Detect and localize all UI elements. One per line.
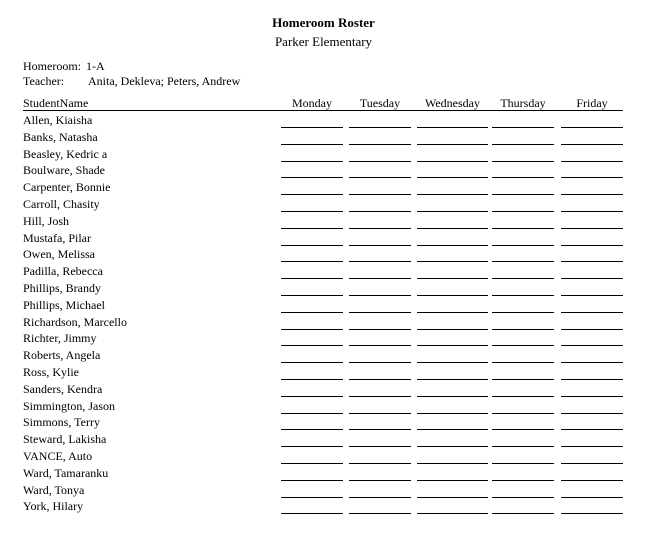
attendance-blank-wednesday[interactable] (417, 362, 488, 363)
student-name: Phillips, Michael (23, 297, 105, 312)
attendance-blank-friday[interactable] (561, 245, 623, 246)
attendance-blank-thursday[interactable] (492, 497, 554, 498)
attendance-blank-tuesday[interactable] (349, 228, 411, 229)
header-divider (23, 110, 623, 111)
attendance-blank-thursday[interactable] (492, 463, 554, 464)
attendance-blank-friday[interactable] (561, 480, 623, 481)
attendance-blank-friday[interactable] (561, 513, 623, 514)
attendance-blank-wednesday[interactable] (417, 463, 488, 464)
attendance-blank-monday[interactable] (281, 194, 343, 195)
attendance-blank-monday[interactable] (281, 362, 343, 363)
school-name: Parker Elementary (274, 34, 373, 49)
attendance-blank-thursday[interactable] (492, 379, 554, 380)
student-row (23, 113, 623, 130)
student-name: Banks, Natasha (23, 129, 98, 144)
attendance-blank-tuesday[interactable] (349, 396, 411, 397)
attendance-blank-tuesday[interactable] (349, 329, 411, 330)
attendance-blank-monday[interactable] (281, 413, 343, 414)
attendance-blank-thursday[interactable] (492, 211, 554, 212)
attendance-blank-friday[interactable] (561, 211, 623, 212)
attendance-blank-friday[interactable] (561, 194, 623, 195)
student-row (23, 147, 623, 164)
attendance-blank-monday[interactable] (281, 261, 343, 262)
attendance-blank-friday[interactable] (561, 362, 623, 363)
attendance-blank-tuesday[interactable] (349, 345, 411, 346)
attendance-blank-tuesday[interactable] (349, 127, 411, 128)
student-row (23, 382, 623, 399)
attendance-blank-wednesday[interactable] (417, 497, 488, 498)
attendance-blank-friday[interactable] (561, 329, 623, 330)
student-row (23, 432, 623, 449)
student-name: Roberts, Angela (23, 348, 101, 363)
attendance-blank-tuesday[interactable] (349, 295, 411, 296)
attendance-blank-tuesday[interactable] (349, 513, 411, 514)
attendance-blank-monday[interactable] (281, 312, 343, 313)
student-row (23, 466, 623, 483)
attendance-blank-friday[interactable] (561, 413, 623, 414)
attendance-blank-thursday[interactable] (492, 413, 554, 414)
attendance-blank-wednesday[interactable] (417, 329, 488, 330)
attendance-blank-monday[interactable] (281, 245, 343, 246)
attendance-blank-tuesday[interactable] (349, 261, 411, 262)
attendance-blank-thursday[interactable] (492, 480, 554, 481)
attendance-blank-monday[interactable] (281, 177, 343, 178)
attendance-blank-friday[interactable] (561, 396, 623, 397)
attendance-blank-friday[interactable] (561, 161, 623, 162)
attendance-blank-wednesday[interactable] (417, 396, 488, 397)
attendance-blank-thursday[interactable] (492, 177, 554, 178)
student-name: Padilla, Rebecca (23, 264, 103, 279)
student-name: Allen, Kiaisha (23, 113, 93, 127)
student-list (23, 113, 623, 516)
day-header-monday: Monday (292, 96, 332, 110)
attendance-blank-tuesday[interactable] (349, 480, 411, 481)
student-row (23, 415, 623, 432)
student-name: Ward, Tamaranku (23, 465, 109, 480)
attendance-blank-friday[interactable] (561, 463, 623, 464)
attendance-blank-thursday[interactable] (492, 245, 554, 246)
attendance-blank-wednesday[interactable] (417, 228, 488, 229)
attendance-blank-tuesday[interactable] (349, 245, 411, 246)
student-row (23, 348, 623, 365)
attendance-blank-wednesday[interactable] (417, 446, 488, 447)
attendance-blank-monday[interactable] (281, 463, 343, 464)
student-row (23, 483, 623, 500)
attendance-blank-thursday[interactable] (492, 446, 554, 447)
attendance-blank-thursday[interactable] (492, 278, 554, 279)
student-name: Steward, Lakisha (23, 432, 107, 447)
page-title: Homeroom Roster (272, 15, 375, 30)
teacher-label: Teacher: (23, 74, 65, 88)
student-row (23, 281, 623, 298)
student-row (23, 365, 623, 382)
attendance-blank-thursday[interactable] (492, 295, 554, 296)
attendance-blank-tuesday[interactable] (349, 362, 411, 363)
attendance-blank-thursday[interactable] (492, 429, 554, 430)
attendance-blank-monday[interactable] (281, 345, 343, 346)
attendance-blank-wednesday[interactable] (417, 513, 488, 514)
attendance-blank-thursday[interactable] (492, 161, 554, 162)
day-header-thursday: Thursday (500, 96, 546, 110)
student-row (23, 231, 623, 248)
student-name: Hill, Josh (23, 213, 70, 228)
attendance-blank-friday[interactable] (561, 295, 623, 296)
attendance-blank-wednesday[interactable] (417, 345, 488, 346)
attendance-blank-friday[interactable] (561, 144, 623, 145)
attendance-blank-tuesday[interactable] (349, 161, 411, 162)
attendance-blank-wednesday[interactable] (417, 480, 488, 481)
attendance-blank-monday[interactable] (281, 278, 343, 279)
student-name: Sanders, Kendra (23, 381, 103, 396)
attendance-blank-tuesday[interactable] (349, 446, 411, 447)
attendance-blank-monday[interactable] (281, 480, 343, 481)
attendance-blank-wednesday[interactable] (417, 211, 488, 212)
attendance-blank-tuesday[interactable] (349, 194, 411, 195)
attendance-blank-monday[interactable] (281, 127, 343, 128)
student-name: Richardson, Marcello (23, 314, 127, 329)
attendance-blank-wednesday[interactable] (417, 194, 488, 195)
attendance-blank-monday[interactable] (281, 211, 343, 212)
student-row (23, 315, 623, 332)
attendance-blank-monday[interactable] (281, 429, 343, 430)
student-name: Boulware, Shade (23, 163, 105, 178)
attendance-blank-wednesday[interactable] (417, 413, 488, 414)
attendance-blank-thursday[interactable] (492, 228, 554, 229)
attendance-blank-thursday[interactable] (492, 127, 554, 128)
attendance-blank-friday[interactable] (561, 278, 623, 279)
student-name: Ross, Kylie (23, 364, 80, 379)
homeroom-line (23, 59, 105, 73)
attendance-blank-wednesday[interactable] (417, 295, 488, 296)
student-row (23, 130, 623, 147)
attendance-blank-wednesday[interactable] (417, 312, 488, 313)
attendance-blank-monday[interactable] (281, 446, 343, 447)
student-name: Simmington, Jason (23, 398, 116, 413)
attendance-blank-monday[interactable] (281, 497, 343, 498)
attendance-blank-friday[interactable] (561, 177, 623, 178)
teacher-value: Anita, Dekleva; Peters, Andrew (88, 74, 241, 88)
attendance-blank-wednesday[interactable] (417, 177, 488, 178)
student-name: Richter, Jimmy (23, 331, 97, 346)
attendance-blank-tuesday[interactable] (349, 312, 411, 313)
student-row (23, 449, 623, 466)
teacher-line (23, 74, 241, 88)
attendance-blank-monday[interactable] (281, 161, 343, 162)
homeroom-value: 1-A (86, 59, 105, 73)
student-row (23, 331, 623, 348)
attendance-blank-thursday[interactable] (492, 194, 554, 195)
student-name: Carroll, Chasity (23, 196, 100, 211)
attendance-blank-wednesday[interactable] (417, 161, 488, 162)
student-row (23, 180, 623, 197)
attendance-blank-tuesday[interactable] (349, 413, 411, 414)
attendance-blank-tuesday[interactable] (349, 497, 411, 498)
attendance-blank-wednesday[interactable] (417, 144, 488, 145)
attendance-blank-thursday[interactable] (492, 513, 554, 514)
attendance-blank-thursday[interactable] (492, 362, 554, 363)
student-row (23, 298, 623, 315)
attendance-blank-thursday[interactable] (492, 396, 554, 397)
day-header-tuesday: Tuesday (359, 96, 401, 110)
student-name: Carpenter, Bonnie (23, 180, 111, 195)
student-row (23, 214, 623, 231)
attendance-blank-friday[interactable] (561, 429, 623, 430)
student-row (23, 264, 623, 281)
attendance-blank-tuesday[interactable] (349, 211, 411, 212)
attendance-blank-tuesday[interactable] (349, 278, 411, 279)
student-row (23, 247, 623, 264)
student-name: Owen, Melissa (23, 247, 95, 262)
attendance-blank-thursday[interactable] (492, 345, 554, 346)
attendance-blank-friday[interactable] (561, 379, 623, 380)
table-header (23, 96, 623, 110)
attendance-blank-thursday[interactable] (492, 329, 554, 330)
attendance-blank-friday[interactable] (561, 228, 623, 229)
attendance-blank-tuesday[interactable] (349, 463, 411, 464)
attendance-blank-wednesday[interactable] (417, 278, 488, 279)
attendance-blank-monday[interactable] (281, 329, 343, 330)
attendance-blank-thursday[interactable] (492, 261, 554, 262)
attendance-blank-wednesday[interactable] (417, 127, 488, 128)
attendance-blank-friday[interactable] (561, 497, 623, 498)
attendance-blank-tuesday[interactable] (349, 177, 411, 178)
attendance-blank-monday[interactable] (281, 228, 343, 229)
day-header-friday: Friday (576, 96, 608, 110)
attendance-blank-wednesday[interactable] (417, 379, 488, 380)
student-name: York, Hilary (23, 499, 84, 514)
attendance-blank-friday[interactable] (561, 127, 623, 128)
student-row (23, 163, 623, 180)
attendance-blank-monday[interactable] (281, 396, 343, 397)
attendance-blank-thursday[interactable] (492, 312, 554, 313)
student-name: VANCE, Auto (23, 448, 93, 463)
student-name: Mustafa, Pilar (23, 230, 91, 245)
student-name: Simmons, Terry (23, 415, 100, 430)
attendance-blank-thursday[interactable] (492, 144, 554, 145)
student-name: Phillips, Brandy (23, 280, 102, 295)
student-row (23, 399, 623, 416)
attendance-blank-tuesday[interactable] (349, 144, 411, 145)
attendance-blank-monday[interactable] (281, 513, 343, 514)
day-header-wednesday: Wednesday (424, 96, 480, 110)
attendance-blank-monday[interactable] (281, 144, 343, 145)
student-row (23, 499, 623, 516)
attendance-blank-friday[interactable] (561, 345, 623, 346)
attendance-blank-tuesday[interactable] (349, 379, 411, 380)
student-name-header: StudentName (23, 96, 89, 110)
student-row (23, 197, 623, 214)
attendance-blank-monday[interactable] (281, 295, 343, 296)
attendance-blank-friday[interactable] (561, 446, 623, 447)
attendance-blank-tuesday[interactable] (349, 429, 411, 430)
attendance-blank-friday[interactable] (561, 312, 623, 313)
homeroom-label: Homeroom: (23, 59, 81, 73)
attendance-blank-monday[interactable] (281, 379, 343, 380)
student-name: Ward, Tonya (23, 482, 85, 497)
attendance-blank-wednesday[interactable] (417, 429, 488, 430)
attendance-blank-friday[interactable] (561, 261, 623, 262)
attendance-blank-wednesday[interactable] (417, 245, 488, 246)
student-name: Beasley, Kedric a (23, 146, 108, 161)
attendance-blank-wednesday[interactable] (417, 261, 488, 262)
